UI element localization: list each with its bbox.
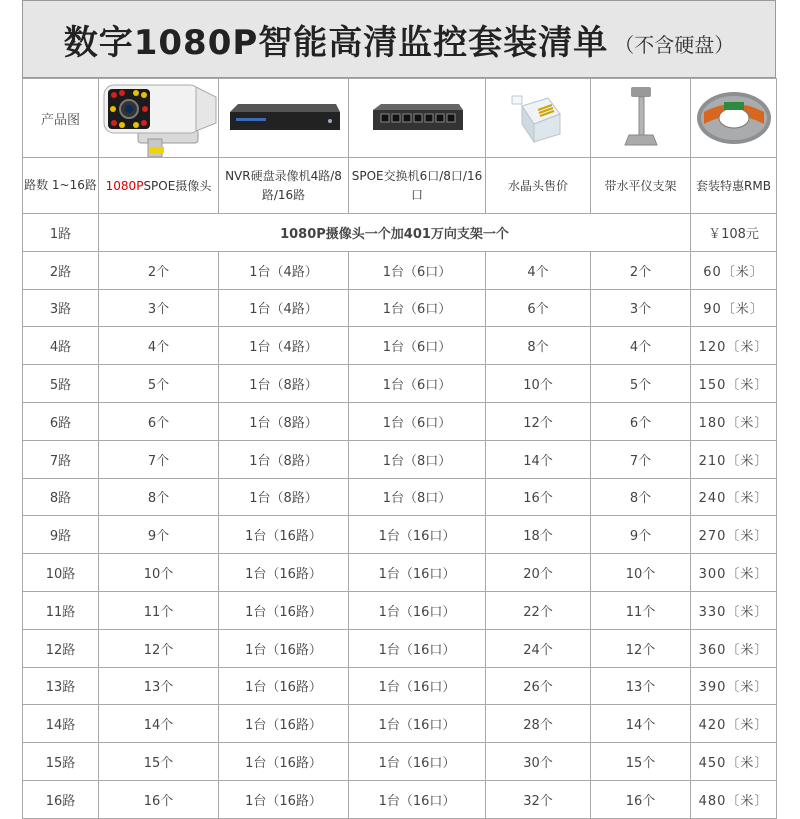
header-route-count: 路数 1~16路 (23, 158, 99, 214)
switch-cell: 1台（6口） (349, 251, 486, 289)
bracket-qty-cell: 10个 (591, 554, 691, 592)
camera-qty-cell: 2个 (99, 251, 219, 289)
price-cell: 330〔米〕 (691, 591, 777, 629)
single-camera-banner: 1080P摄像头一个加401万向支架一个 (99, 214, 691, 252)
route-cell: 15路 (23, 743, 99, 781)
camera-qty-cell: 5个 (99, 365, 219, 403)
cable-image-cell (691, 79, 777, 158)
nvr-cell: 1台（8路） (219, 478, 349, 516)
header-camera-prefix: 1080P (105, 179, 144, 193)
nvr-cell: 1台（4路） (219, 327, 349, 365)
bracket-qty-cell: 12个 (591, 629, 691, 667)
switch-icon (367, 98, 467, 138)
table-row (23, 667, 777, 705)
switch-cell: 1台（16口） (349, 743, 486, 781)
bracket-qty-cell: 6个 (591, 402, 691, 440)
nvr-cell: 1台（16路） (219, 591, 349, 629)
bracket-icon (621, 83, 661, 153)
table-row (23, 251, 777, 289)
table-row (23, 289, 777, 327)
rj45-qty-cell: 18个 (486, 516, 591, 554)
nvr-cell: 1台（16路） (219, 705, 349, 743)
table-row (23, 554, 777, 592)
rj45-connector-icon (508, 88, 568, 148)
bracket-qty-cell: 5个 (591, 365, 691, 403)
table-row (23, 402, 777, 440)
rj45-qty-cell: 20个 (486, 554, 591, 592)
table-row (23, 214, 777, 252)
nvr-cell: 1台（8路） (219, 402, 349, 440)
price-cell: 210〔米〕 (691, 440, 777, 478)
table-row (23, 705, 777, 743)
camera-image-cell (99, 79, 219, 158)
route-cell: 16路 (23, 780, 99, 818)
switch-cell: 1台（16口） (349, 591, 486, 629)
nvr-cell: 1台（16路） (219, 516, 349, 554)
nvr-cell: 1台（8路） (219, 365, 349, 403)
price-cell: 150〔米〕 (691, 365, 777, 403)
rj45-qty-cell: 4个 (486, 251, 591, 289)
rj45-qty-cell: 6个 (486, 289, 591, 327)
header-price: 套装特惠RMB (691, 158, 777, 214)
bracket-qty-cell: 14个 (591, 705, 691, 743)
price-cell: 60〔米〕 (691, 251, 777, 289)
camera-qty-cell: 9个 (99, 516, 219, 554)
header-nvr: NVR硬盘录像机4路/8路/16路 (219, 158, 349, 214)
bracket-qty-cell: 15个 (591, 743, 691, 781)
price-cell: 240〔米〕 (691, 478, 777, 516)
camera-qty-cell: 4个 (99, 327, 219, 365)
price-cell: 420〔米〕 (691, 705, 777, 743)
rj45-qty-cell: 8个 (486, 327, 591, 365)
price-cell: 180〔米〕 (691, 402, 777, 440)
camera-qty-cell: 10个 (99, 554, 219, 592)
camera-qty-cell: 14个 (99, 705, 219, 743)
camera-qty-cell: 16个 (99, 780, 219, 818)
header-camera-suffix: SPOE摄像头 (143, 179, 212, 193)
nvr-cell: 1台（4路） (219, 289, 349, 327)
price-cell: 480〔米〕 (691, 780, 777, 818)
rj45-qty-cell: 14个 (486, 440, 591, 478)
route-cell: 5路 (23, 365, 99, 403)
price-cell: 120〔米〕 (691, 327, 777, 365)
rj45-qty-cell: 30个 (486, 743, 591, 781)
bracket-qty-cell: 8个 (591, 478, 691, 516)
switch-cell: 1台（8口） (349, 440, 486, 478)
price-cell: 270〔米〕 (691, 516, 777, 554)
cable-roll-icon (694, 88, 774, 148)
nvr-image-cell (219, 79, 349, 158)
switch-cell: 1台（16口） (349, 705, 486, 743)
image-row (23, 79, 777, 158)
table-row (23, 780, 777, 818)
camera-icon (100, 79, 218, 157)
route-cell: 12路 (23, 629, 99, 667)
table-row (23, 743, 777, 781)
nvr-cell: 1台（8路） (219, 440, 349, 478)
route-cell: 1路 (23, 214, 99, 252)
page-title: 数字1080P智能高清监控套装清单 (63, 22, 609, 63)
rj45-qty-cell: 22个 (486, 591, 591, 629)
switch-cell: 1台（16口） (349, 780, 486, 818)
table-row (23, 365, 777, 403)
route-cell: 4路 (23, 327, 99, 365)
route-cell: 7路 (23, 440, 99, 478)
nvr-cell: 1台（16路） (219, 743, 349, 781)
rj45-qty-cell: 26个 (486, 667, 591, 705)
image-row-label: 产品图 (23, 79, 99, 158)
route-cell: 2路 (23, 251, 99, 289)
camera-qty-cell: 6个 (99, 402, 219, 440)
table-row (23, 478, 777, 516)
route-cell: 8路 (23, 478, 99, 516)
bracket-qty-cell: 2个 (591, 251, 691, 289)
switch-cell: 1台（16口） (349, 629, 486, 667)
price-cell: 90〔米〕 (691, 289, 777, 327)
bracket-qty-cell: 13个 (591, 667, 691, 705)
title-bar (22, 0, 776, 78)
table-row (23, 629, 777, 667)
rj45-qty-cell: 28个 (486, 705, 591, 743)
switch-cell: 1台（6口） (349, 327, 486, 365)
nvr-cell: 1台（16路） (219, 667, 349, 705)
route-cell: 13路 (23, 667, 99, 705)
table-row (23, 591, 777, 629)
bracket-qty-cell: 3个 (591, 289, 691, 327)
price-cell: 300〔米〕 (691, 554, 777, 592)
camera-qty-cell: 13个 (99, 667, 219, 705)
rj45-qty-cell: 16个 (486, 478, 591, 516)
route-cell: 9路 (23, 516, 99, 554)
nvr-cell: 1台（16路） (219, 554, 349, 592)
table-row (23, 327, 777, 365)
bracket-qty-cell: 4个 (591, 327, 691, 365)
rj45-image-cell (486, 79, 591, 158)
rj45-qty-cell: 24个 (486, 629, 591, 667)
rj45-qty-cell: 10个 (486, 365, 591, 403)
price-cell: 450〔米〕 (691, 743, 777, 781)
switch-cell: 1台（16口） (349, 516, 486, 554)
switch-cell: 1台（8口） (349, 478, 486, 516)
nvr-cell: 1台（16路） (219, 629, 349, 667)
bracket-image-cell (591, 79, 691, 158)
switch-cell: 1台（16口） (349, 667, 486, 705)
header-rj45: 水晶头售价 (486, 158, 591, 214)
switch-cell: 1台（6口） (349, 402, 486, 440)
camera-qty-cell: 12个 (99, 629, 219, 667)
camera-qty-cell: 15个 (99, 743, 219, 781)
header-camera (99, 158, 219, 214)
route-cell: 11路 (23, 591, 99, 629)
rj45-qty-cell: 12个 (486, 402, 591, 440)
camera-qty-cell: 3个 (99, 289, 219, 327)
route-cell: 14路 (23, 705, 99, 743)
nvr-cell: 1台（4路） (219, 251, 349, 289)
bracket-qty-cell: 7个 (591, 440, 691, 478)
price-cell: 360〔米〕 (691, 629, 777, 667)
nvr-icon (224, 98, 344, 138)
rj45-qty-cell: 32个 (486, 780, 591, 818)
header-row (23, 158, 777, 214)
route-cell: 6路 (23, 402, 99, 440)
table-row (23, 516, 777, 554)
table-row (23, 440, 777, 478)
camera-qty-cell: 11个 (99, 591, 219, 629)
switch-cell: 1台（6口） (349, 365, 486, 403)
bracket-qty-cell: 9个 (591, 516, 691, 554)
route-cell: 10路 (23, 554, 99, 592)
price-cell: 390〔米〕 (691, 667, 777, 705)
page-subtitle: （不含硬盘） (614, 32, 735, 57)
switch-image-cell (349, 79, 486, 158)
price-cell: ￥108元 (691, 214, 777, 252)
header-bracket: 带水平仪支架 (591, 158, 691, 214)
nvr-cell: 1台（16路） (219, 780, 349, 818)
header-switch: SPOE交换机6口/8口/16口 (349, 158, 486, 214)
camera-qty-cell: 8个 (99, 478, 219, 516)
camera-qty-cell: 7个 (99, 440, 219, 478)
product-table (22, 78, 777, 819)
bracket-qty-cell: 16个 (591, 780, 691, 818)
switch-cell: 1台（6口） (349, 289, 486, 327)
switch-cell: 1台（16口） (349, 554, 486, 592)
route-cell: 3路 (23, 289, 99, 327)
bracket-qty-cell: 11个 (591, 591, 691, 629)
